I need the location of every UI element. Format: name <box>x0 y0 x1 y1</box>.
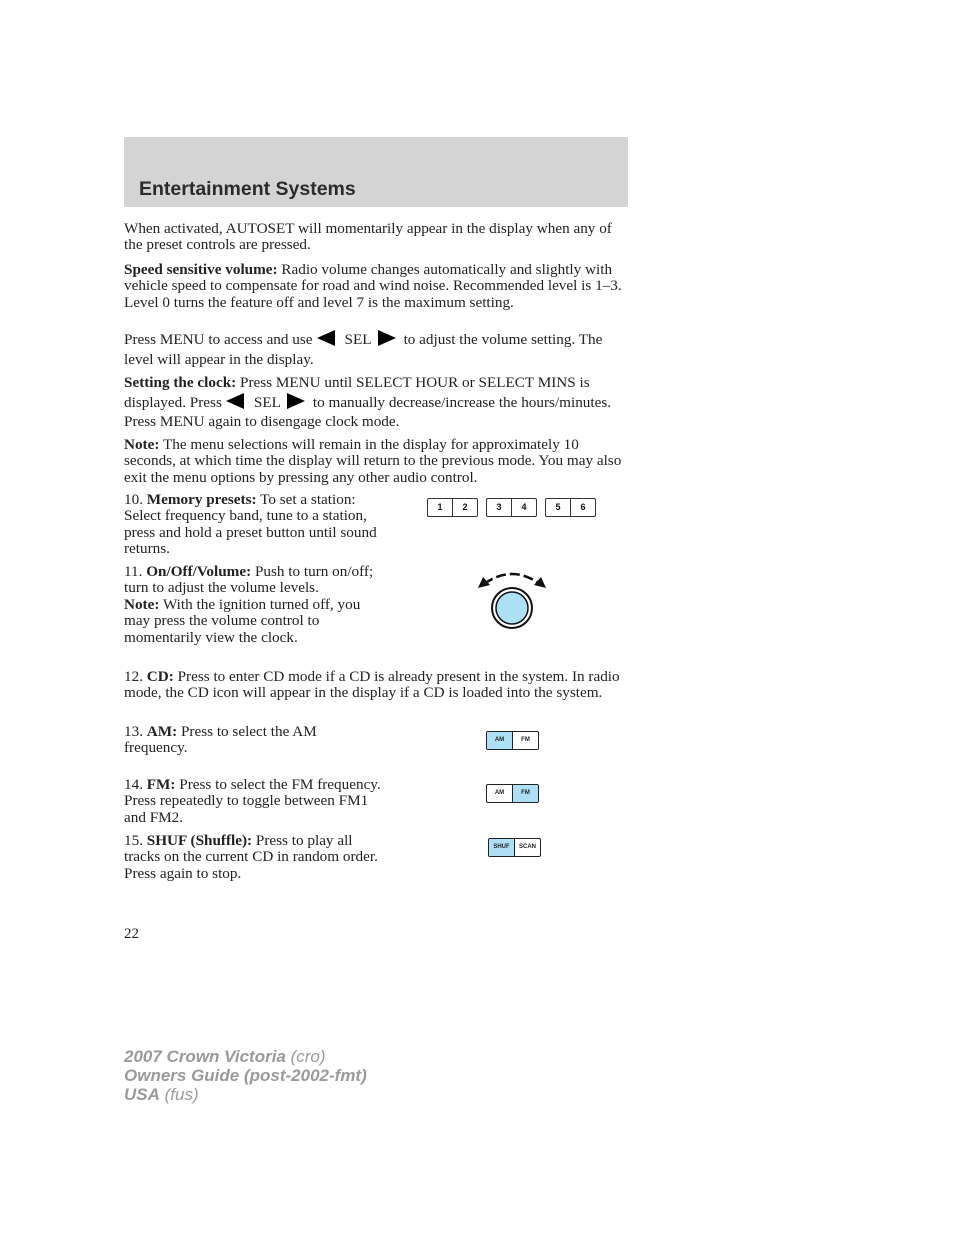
right-arrow-icon <box>378 330 396 346</box>
on-off-volume-label: On/Off/Volume: <box>146 563 252 580</box>
left-arrow-icon <box>226 393 244 409</box>
preset-button-4: 4 <box>521 502 527 512</box>
shuffle-label: SHUF (Shuffle): <box>146 832 253 849</box>
note-paragraph <box>124 437 630 486</box>
note-label: Note: <box>124 436 160 453</box>
speed-volume-label: Speed sensitive volume: <box>124 261 278 278</box>
footer-line-3 <box>124 1085 367 1104</box>
item-number: 15. <box>124 832 147 849</box>
memory-presets-text: To set a station: Select frequency band, tune to a station, press and hold a preset button until sound returns. <box>124 491 377 558</box>
volume-knob-icon <box>474 568 550 634</box>
press-menu-paragraph <box>124 330 630 369</box>
item-number: 10. <box>124 491 147 508</box>
fm-text: Press to select the FM frequency. Press repeatedly to toggle between FM1 and FM2. <box>124 776 381 826</box>
volume-knob-illustration <box>474 568 550 634</box>
on-off-note-text: With the ignition turned off, you may press the volume control to momentarily view the clock. <box>124 595 361 646</box>
footer-line-1 <box>124 1047 367 1066</box>
fm-segment: FM <box>513 785 538 802</box>
fm-label: FM: <box>146 776 176 793</box>
preset-pair-3-4 <box>486 498 537 517</box>
item-number: 13. <box>124 723 147 740</box>
shuffle-text: Press to play all tracks on the current CD in random order. Press again to stop. <box>124 832 378 882</box>
preset-buttons-illustration <box>427 498 597 518</box>
item-number: 11. <box>124 563 147 580</box>
footer <box>124 1047 367 1104</box>
am-button-illustration <box>486 731 539 750</box>
cd-label: CD: <box>146 668 174 685</box>
speed-volume-text: Radio volume changes automatically and slightly with vehicle speed to compensate for road and wind noise. Recommended level is 1–3. Level 0 turns the feature off and level 7 is the maximum setting. <box>124 261 622 311</box>
preset-pair-1-2 <box>427 498 478 517</box>
footer-guide: Owners Guide (post-2002-fmt) <box>124 1066 367 1085</box>
clock-label: Setting the clock: <box>124 374 237 391</box>
note-text: The menu selections will remain in the display for approximately 10 seconds, at which time the display will return to the previous mode. You may also exit the menu options by pressing any other audio control. <box>124 436 622 486</box>
preset-button-2: 2 <box>462 502 468 512</box>
shuf-button-illustration <box>488 838 541 857</box>
cd-text: Press to enter CD mode if a CD is already present in the system. In radio mode, the CD icon will appear in the display if a CD is loaded into the system. <box>124 668 620 702</box>
preset-button-3: 3 <box>496 502 502 512</box>
item-number: 14. <box>124 776 147 793</box>
footer-model: 2007 Crown Victoria <box>124 1047 286 1066</box>
section-title: Entertainment Systems <box>139 178 356 200</box>
clock-text2: to manually decrease/increase the hours/minutes. Press MENU again to disengage clock mode. <box>124 393 612 430</box>
footer-line-2 <box>124 1066 367 1085</box>
sel-label: SEL <box>344 331 372 348</box>
am-text: Press to select the AM frequency. <box>124 723 317 757</box>
preset-button-5: 5 <box>555 502 561 512</box>
footer-model-code: (cro) <box>285 1047 326 1066</box>
am-label: AM: <box>146 723 178 740</box>
memory-presets-item <box>124 492 382 558</box>
speed-volume-paragraph <box>124 262 630 311</box>
am-segment: AM <box>494 790 505 796</box>
fm-button-illustration <box>486 784 539 803</box>
right-arrow-icon <box>287 393 305 409</box>
item-number: 12. <box>124 668 147 685</box>
page-number: 22 <box>124 926 139 942</box>
shuf-segment: SHUF <box>489 839 514 856</box>
shuffle-item <box>124 833 382 882</box>
left-arrow-icon <box>317 330 335 346</box>
clock-sel-label: SEL <box>253 393 281 411</box>
on-off-volume-item <box>124 564 382 646</box>
fm-segment: FM <box>521 737 530 743</box>
press-menu-after: to adjust the volume setting. The level will appear in the display. <box>124 331 603 368</box>
press-menu-before: Press MENU to access and use <box>124 331 313 348</box>
on-off-note-label: Note: <box>124 595 160 613</box>
am-item <box>124 724 382 757</box>
memory-presets-label: Memory presets: <box>146 491 257 508</box>
on-off-volume-text: Push to turn on/off; turn to adjust the volume levels. <box>124 563 374 597</box>
fm-item <box>124 777 382 826</box>
preset-button-6: 6 <box>580 502 586 512</box>
clock-paragraph <box>124 373 630 432</box>
cd-item <box>124 669 630 702</box>
scan-segment: SCAN <box>518 844 536 850</box>
am-segment: AM <box>487 732 512 749</box>
clock-text1: Press MENU until SELECT HOUR or SELECT MINS is displayed. Press <box>124 374 590 411</box>
section-header <box>124 137 628 207</box>
footer-market: USA <box>124 1085 160 1104</box>
footer-market-code: (fus) <box>159 1085 199 1104</box>
preset-pair-5-6 <box>545 498 596 517</box>
intro-paragraph: When activated, AUTOSET will momentarily appear in the display when any of the preset controls are pressed. <box>124 220 612 254</box>
preset-button-1: 1 <box>437 502 443 512</box>
